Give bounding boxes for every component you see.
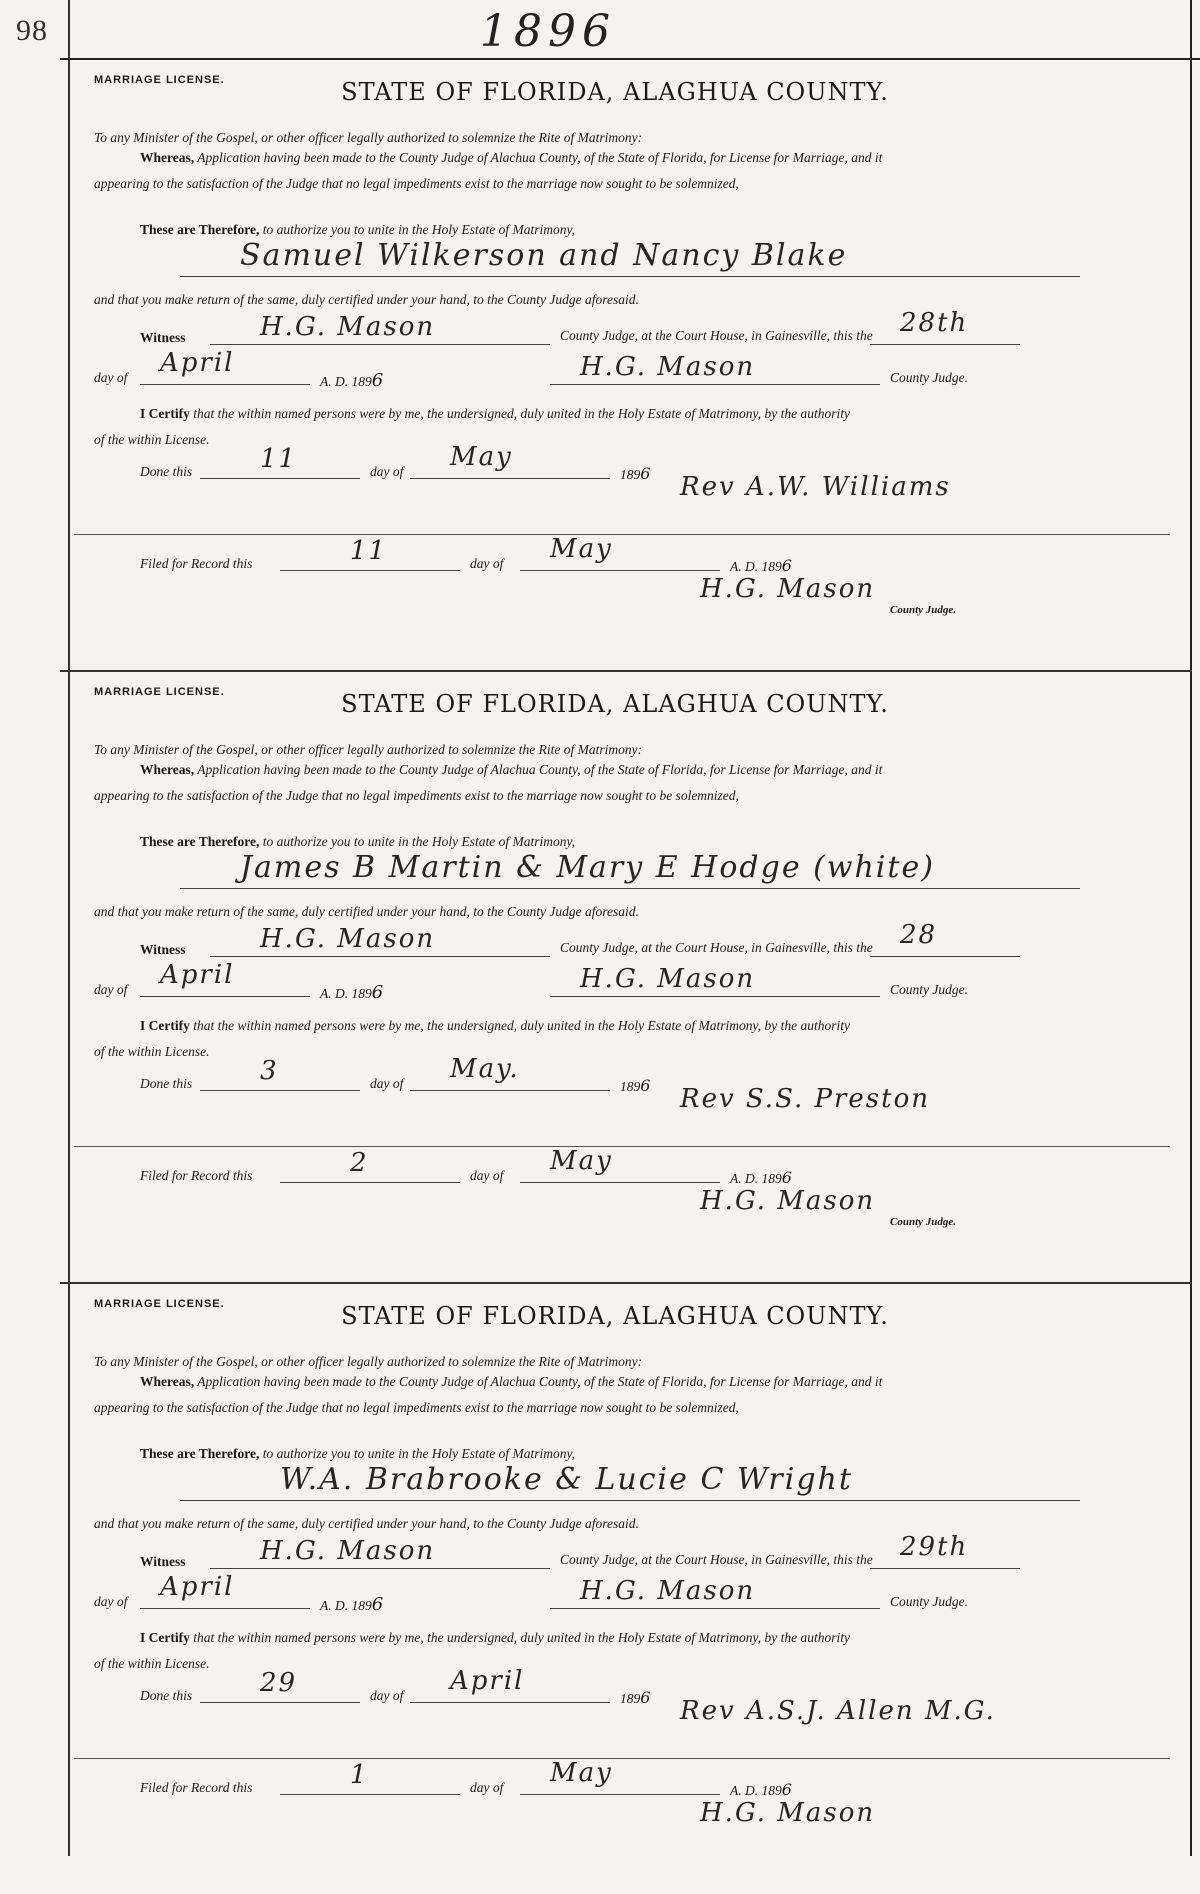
therefore-line: These are Therefore, to authorize you to unite in the Holy Estate of Matrimony, <box>140 222 576 237</box>
filed-day-underline <box>280 1182 460 1183</box>
return-line: and that you make return of the same, duly certified under your hand, to the County Judge aforesaid. <box>94 292 639 307</box>
license-month: April <box>160 348 235 378</box>
license-label: MARRIAGE LICENSE. <box>94 1298 225 1310</box>
return-line: and that you make return of the same, duly certified under your hand, to the County Judge aforesaid. <box>94 1516 639 1531</box>
filed-month: May <box>550 1146 613 1176</box>
couple-names: W.A. Brabrooke & Lucie C Wright <box>280 1462 853 1497</box>
done-day-of-label: day of <box>370 464 404 479</box>
witness-label: Witness <box>140 942 186 957</box>
filed-rule <box>74 534 1170 535</box>
filed-month-underline <box>520 1794 720 1795</box>
within-license: of the within License. <box>94 1656 210 1671</box>
filed-county-judge: County Judge. <box>890 604 957 616</box>
certify-line: I Certify that the within named persons were by me, the undersigned, duly united in the Holy Estate of Matrimony, by the authority <box>140 406 851 421</box>
done-this-label: Done this <box>140 464 193 479</box>
names-underline <box>180 1500 1080 1501</box>
done-day: 29 <box>260 1668 298 1698</box>
address-line: To any Minister of the Gospel, or other officer legally authorized to solemnize the Rite of Matrimony: <box>94 130 643 145</box>
county-judge-label: County Judge. <box>890 982 968 997</box>
done-year: 1896 <box>620 1076 651 1095</box>
judge-signature: H.G. Mason <box>580 352 756 382</box>
done-year: 1896 <box>620 1688 651 1707</box>
filed-signature: H.G. Mason <box>700 1186 876 1216</box>
filed-day-of-label: day of <box>470 556 504 571</box>
license-day: 28th <box>900 308 969 338</box>
day-underline <box>870 1568 1020 1569</box>
day-underline <box>870 344 1020 345</box>
done-year: 1896 <box>620 464 651 483</box>
done-day-underline <box>200 478 360 479</box>
ad-label: A. D. 1896 <box>320 982 384 1003</box>
filed-signature: H.G. Mason <box>700 574 876 604</box>
filed-day: 1 <box>350 1760 369 1790</box>
whereas-line: Whereas, Application having been made to the County Judge of Alachua County, of the State of Florida, for License for Marriage, and it <box>140 1374 883 1389</box>
couple-names: James B Martin & Mary E Hodge (white) <box>240 850 935 885</box>
done-day-underline <box>200 1702 360 1703</box>
address-line: To any Minister of the Gospel, or other officer legally authorized to solemnize the Rite of Matrimony: <box>94 1354 643 1369</box>
judge-underline <box>550 384 880 385</box>
filed-county-judge: County Judge. <box>890 1216 957 1228</box>
license-label: MARRIAGE LICENSE. <box>94 74 225 86</box>
done-day: 11 <box>260 444 298 474</box>
done-month: May <box>450 442 513 472</box>
filed-rule <box>74 1758 1170 1759</box>
license-label: MARRIAGE LICENSE. <box>94 686 225 698</box>
done-month: May. <box>450 1054 520 1084</box>
certify-line: I Certify that the within named persons were by me, the undersigned, duly united in the Holy Estate of Matrimony, by the authority <box>140 1018 851 1033</box>
filed-ad: A. D. 1896 <box>730 1780 792 1799</box>
within-license: of the within License. <box>94 432 210 447</box>
filed-day-of-label: day of <box>470 1780 504 1795</box>
witness-signature: H.G. Mason <box>260 312 436 342</box>
ad-label: A. D. 1896 <box>320 370 384 391</box>
names-underline <box>180 888 1080 889</box>
filed-month-underline <box>520 1182 720 1183</box>
filed-month: May <box>550 1758 613 1788</box>
right-border <box>1190 0 1192 1856</box>
day-of-label: day of <box>94 1594 128 1609</box>
witness-label: Witness <box>140 1554 186 1569</box>
filed-day-of-label: day of <box>470 1168 504 1183</box>
day-underline <box>870 956 1020 957</box>
done-month: April <box>450 1666 525 1696</box>
margin-line <box>68 0 70 1856</box>
day-of-label: day of <box>94 982 128 997</box>
appearing-line: appearing to the satisfaction of the Judge that no legal impediments exist to the marriage now sought to be solemnized, <box>94 1400 739 1415</box>
appearing-line: appearing to the satisfaction of the Judge that no legal impediments exist to the marriage now sought to be solemnized, <box>94 176 739 191</box>
therefore-line: These are Therefore, to authorize you to unite in the Holy Estate of Matrimony, <box>140 1446 576 1461</box>
filed-signature: H.G. Mason <box>700 1798 876 1828</box>
officiant-signature: Rev A.S.J. Allen M.G. <box>680 1696 996 1726</box>
county-judge-court: County Judge, at the Court House, in Gainesville, this the <box>560 328 873 343</box>
filed-rule <box>74 1146 1170 1147</box>
return-line: and that you make return of the same, duly certified under your hand, to the County Judge aforesaid. <box>94 904 639 919</box>
license-month: April <box>160 960 235 990</box>
filed-label: Filed for Record this <box>140 1168 253 1183</box>
done-this-label: Done this <box>140 1076 193 1091</box>
ad-label: A. D. 1896 <box>320 1594 384 1615</box>
license-day: 28 <box>900 920 938 950</box>
filed-month: May <box>550 534 613 564</box>
license-title: STATE OF FLORIDA, ALAGHUA COUNTY. <box>341 1302 889 1330</box>
officiant-signature: Rev A.W. Williams <box>680 472 951 502</box>
appearing-line: appearing to the satisfaction of the Judge that no legal impediments exist to the marriage now sought to be solemnized, <box>94 788 739 803</box>
filed-ad: A. D. 1896 <box>730 1168 792 1187</box>
judge-signature: H.G. Mason <box>580 964 756 994</box>
filed-label: Filed for Record this <box>140 556 253 571</box>
license-month: April <box>160 1572 235 1602</box>
judge-signature: H.G. Mason <box>580 1576 756 1606</box>
done-month-underline <box>410 478 610 479</box>
month-underline <box>140 996 310 997</box>
day-of-label: day of <box>94 370 128 385</box>
license-3 <box>80 1284 1150 1894</box>
county-judge-court: County Judge, at the Court House, in Gainesville, this the <box>560 1552 873 1567</box>
filed-month-underline <box>520 570 720 571</box>
filed-day: 2 <box>350 1148 369 1178</box>
whereas-line: Whereas, Application having been made to the County Judge of Alachua County, of the State of Florida, for License for Marriage, and it <box>140 762 883 777</box>
judge-underline <box>550 996 880 997</box>
witness-signature: H.G. Mason <box>260 924 436 954</box>
county-judge-label: County Judge. <box>890 1594 968 1609</box>
filed-day-underline <box>280 570 460 571</box>
whereas-line: Whereas, Application having been made to the County Judge of Alachua County, of the State of Florida, for License for Marriage, and it <box>140 150 883 165</box>
license-title: STATE OF FLORIDA, ALAGHUA COUNTY. <box>341 690 889 718</box>
certify-line: I Certify that the within named persons were by me, the undersigned, duly united in the Holy Estate of Matrimony, by the authority <box>140 1630 851 1645</box>
county-judge-court: County Judge, at the Court House, in Gainesville, this the <box>560 940 873 955</box>
filed-label: Filed for Record this <box>140 1780 253 1795</box>
license-2 <box>80 672 1150 1282</box>
license-1 <box>80 60 1150 670</box>
filed-ad: A. D. 1896 <box>730 556 792 575</box>
officiant-signature: Rev S.S. Preston <box>680 1084 930 1114</box>
witness-underline <box>210 344 550 345</box>
done-day-of-label: day of <box>370 1076 404 1091</box>
filed-day: 11 <box>350 536 388 566</box>
witness-underline <box>210 956 550 957</box>
names-underline <box>180 276 1080 277</box>
license-day: 29th <box>900 1532 969 1562</box>
done-day-of-label: day of <box>370 1688 404 1703</box>
done-month-underline <box>410 1702 610 1703</box>
within-license: of the within License. <box>94 1044 210 1059</box>
done-day-underline <box>200 1090 360 1091</box>
county-judge-label: County Judge. <box>890 370 968 385</box>
witness-underline <box>210 1568 550 1569</box>
month-underline <box>140 1608 310 1609</box>
done-this-label: Done this <box>140 1688 193 1703</box>
therefore-line: These are Therefore, to authorize you to unite in the Holy Estate of Matrimony, <box>140 834 576 849</box>
address-line: To any Minister of the Gospel, or other officer legally authorized to solemnize the Rite of Matrimony: <box>94 742 643 757</box>
witness-label: Witness <box>140 330 186 345</box>
couple-names: Samuel Wilkerson and Nancy Blake <box>240 238 848 273</box>
month-underline <box>140 384 310 385</box>
handwritten-year: 1896 <box>480 6 616 57</box>
page-number: 98 <box>16 14 48 47</box>
filed-day-underline <box>280 1794 460 1795</box>
license-title: STATE OF FLORIDA, ALAGHUA COUNTY. <box>341 78 889 106</box>
witness-signature: H.G. Mason <box>260 1536 436 1566</box>
done-day: 3 <box>260 1056 279 1086</box>
done-month-underline <box>410 1090 610 1091</box>
judge-underline <box>550 1608 880 1609</box>
